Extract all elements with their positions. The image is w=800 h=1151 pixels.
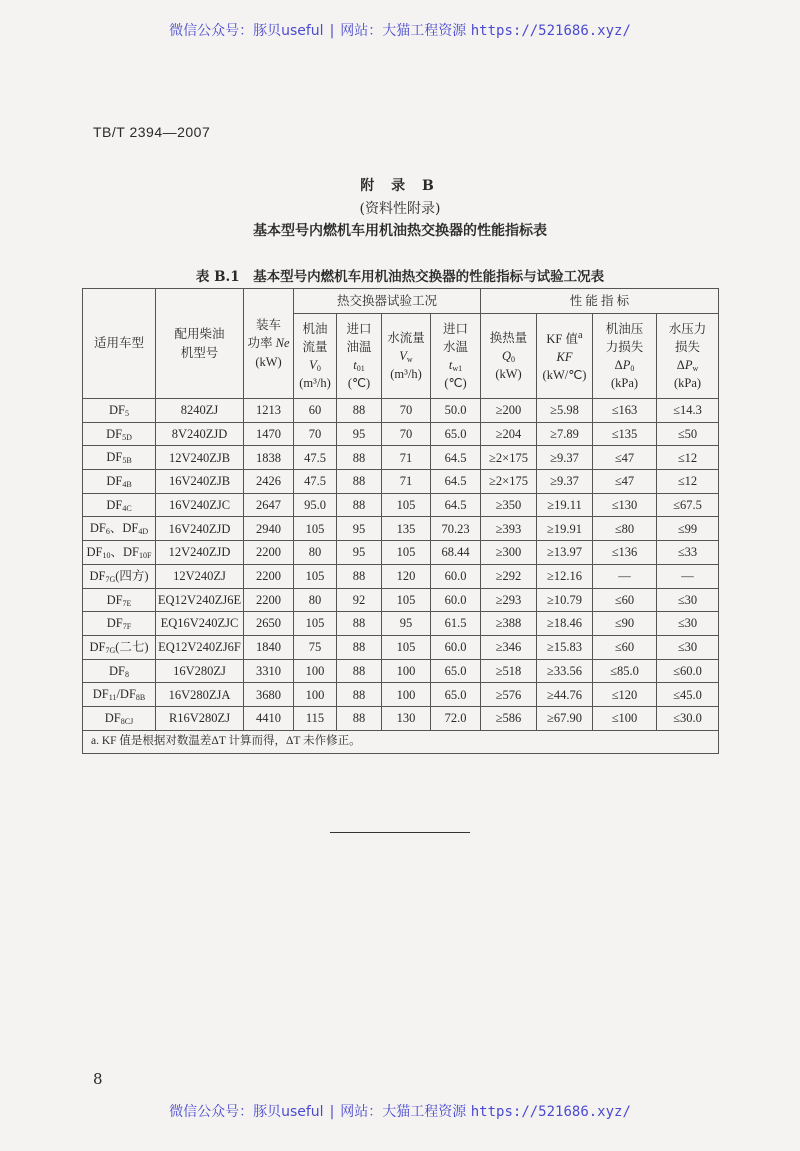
value-cell: ≤60 — [593, 588, 657, 612]
performance-table — [82, 288, 719, 754]
value-cell: ≥388 — [481, 612, 537, 636]
value-cell: 95 — [337, 541, 382, 565]
value-cell: 88 — [337, 635, 382, 659]
value-cell: ≥44.76 — [537, 683, 593, 707]
header-cell: 水压力 损失 $\Delta P_w$ (kPa) — [657, 314, 719, 399]
value-cell: 88 — [337, 446, 382, 470]
table-row — [83, 517, 719, 541]
value-cell: ≥300 — [481, 541, 537, 565]
header-cell: 机油压 力损失 $\Delta P_0$ (kPa) — [593, 314, 657, 399]
watermark-url: https://521686.xyz/ — [470, 1104, 631, 1120]
header-cell: 适用车型 — [83, 289, 156, 399]
value-cell: 88 — [337, 659, 382, 683]
value-cell: 80 — [294, 588, 337, 612]
value-cell: 130 — [382, 706, 431, 730]
watermark-top — [0, 20, 800, 40]
value-cell: ≥586 — [481, 706, 537, 730]
value-cell: 1470 — [244, 422, 294, 446]
engine-model-cell: 16V280ZJ — [156, 659, 244, 683]
standard-number: TB/T 2394—2007 — [93, 124, 211, 140]
watermark-separator: | — [329, 23, 335, 39]
value-cell: 50.0 — [431, 399, 481, 423]
group-header-test: 热交换器试验工况 — [294, 289, 481, 314]
table-row — [83, 446, 719, 470]
value-cell: ≥2×175 — [481, 470, 537, 494]
value-cell: 71 — [382, 470, 431, 494]
value-cell: ≤90 — [593, 612, 657, 636]
table-row — [83, 706, 719, 730]
value-cell: 64.5 — [431, 470, 481, 494]
locomotive-type-cell: $DF_{11}/DF_{8B}$ — [83, 683, 156, 707]
table-row — [83, 612, 719, 636]
value-cell: 71 — [382, 446, 431, 470]
value-cell: 70 — [382, 399, 431, 423]
value-cell: ≥18.46 — [537, 612, 593, 636]
value-cell: 105 — [382, 541, 431, 565]
value-cell: 1213 — [244, 399, 294, 423]
value-cell: 70 — [382, 422, 431, 446]
value-cell: 88 — [337, 470, 382, 494]
header-cell: KF 值$^a$ KF (kW/℃) — [537, 314, 593, 399]
locomotive-type-cell: $DF_{7E}$ — [83, 588, 156, 612]
value-cell: ≥7.89 — [537, 422, 593, 446]
appendix-type: (资料性附录) — [359, 201, 441, 217]
engine-model-cell: R16V280ZJ — [156, 706, 244, 730]
value-cell: 1840 — [244, 635, 294, 659]
engine-model-cell: 12V240ZJB — [156, 446, 244, 470]
value-cell: ≤47 — [593, 446, 657, 470]
value-cell: 3310 — [244, 659, 294, 683]
value-cell: 68.44 — [431, 541, 481, 565]
value-cell: ≤47 — [593, 470, 657, 494]
value-cell: ≤50 — [657, 422, 719, 446]
engine-model-cell: EQ12V240ZJ6E — [156, 588, 244, 612]
value-cell: 47.5 — [294, 446, 337, 470]
value-cell: 2647 — [244, 493, 294, 517]
value-cell: — — [593, 564, 657, 588]
value-cell: 100 — [294, 683, 337, 707]
value-cell: 4410 — [244, 706, 294, 730]
group-header-performance: 性 能 指 标 — [481, 289, 719, 314]
value-cell: ≥33.56 — [537, 659, 593, 683]
table-caption: 表 B.1 基本型号内燃机车用机油热交换器的性能指标与试验工况表 — [195, 269, 605, 285]
value-cell: 95 — [382, 612, 431, 636]
engine-model-cell: 16V280ZJA — [156, 683, 244, 707]
value-cell: 75 — [294, 635, 337, 659]
value-cell: 92 — [337, 588, 382, 612]
table-row — [83, 659, 719, 683]
header-cell: 装车 功率 Ne (kW) — [244, 289, 294, 399]
watermark-left: 微信公众号：豚贝useful — [169, 1104, 324, 1120]
value-cell: ≤12 — [657, 446, 719, 470]
locomotive-type-cell: $DF_{7G}$(四方) — [83, 564, 156, 588]
value-cell: ≤14.3 — [657, 399, 719, 423]
table-row — [83, 470, 719, 494]
watermark-url: https://521686.xyz/ — [470, 23, 631, 39]
value-cell: ≤12 — [657, 470, 719, 494]
table-row — [83, 422, 719, 446]
header-cell: 换热量 $Q_0$ (kW) — [481, 314, 537, 399]
value-cell: 95 — [337, 422, 382, 446]
value-cell: ≥292 — [481, 564, 537, 588]
locomotive-type-cell: $DF_{7G}$(二七) — [83, 635, 156, 659]
value-cell: ≥19.91 — [537, 517, 593, 541]
value-cell: 115 — [294, 706, 337, 730]
watermark-bottom — [0, 1101, 800, 1121]
value-cell: 88 — [337, 683, 382, 707]
value-cell: — — [657, 564, 719, 588]
locomotive-type-cell: $DF_{8CJ}$ — [83, 706, 156, 730]
table-row — [83, 588, 719, 612]
locomotive-type-cell: $DF_{10}$、$DF_{10F}$ — [83, 541, 156, 565]
value-cell: 65.0 — [431, 659, 481, 683]
value-cell: ≤85.0 — [593, 659, 657, 683]
value-cell: 95.0 — [294, 493, 337, 517]
value-cell: ≥12.16 — [537, 564, 593, 588]
locomotive-type-cell: $DF_{5B}$ — [83, 446, 156, 470]
value-cell: 105 — [382, 635, 431, 659]
value-cell: 105 — [294, 564, 337, 588]
value-cell: ≥293 — [481, 588, 537, 612]
locomotive-type-cell: $DF_6$、$DF_{4D}$ — [83, 517, 156, 541]
end-rule — [330, 832, 470, 833]
value-cell: ≥2×175 — [481, 446, 537, 470]
value-cell: 47.5 — [294, 470, 337, 494]
locomotive-type-cell: $DF_{4C}$ — [83, 493, 156, 517]
value-cell: 100 — [294, 659, 337, 683]
table-row — [83, 493, 719, 517]
value-cell: 2200 — [244, 564, 294, 588]
value-cell: 88 — [337, 564, 382, 588]
value-cell: 88 — [337, 612, 382, 636]
value-cell: ≤67.5 — [657, 493, 719, 517]
value-cell: ≥13.97 — [537, 541, 593, 565]
value-cell: 105 — [382, 493, 431, 517]
value-cell: ≤120 — [593, 683, 657, 707]
header-cell: 水流量 $V_w$ (m³/h) — [382, 314, 431, 399]
value-cell: 2650 — [244, 612, 294, 636]
value-cell: ≤45.0 — [657, 683, 719, 707]
table-row — [83, 564, 719, 588]
header-cell: 进口 油温 $t_{01}$ (℃) — [337, 314, 382, 399]
engine-model-cell: 16V240ZJC — [156, 493, 244, 517]
value-cell: 95 — [337, 517, 382, 541]
engine-model-cell: EQ16V240ZJC — [156, 612, 244, 636]
value-cell: ≤60.0 — [657, 659, 719, 683]
value-cell: ≥350 — [481, 493, 537, 517]
value-cell: 70.23 — [431, 517, 481, 541]
value-cell: 72.0 — [431, 706, 481, 730]
header-cell: 进口 水温 $t_{w1}$ (℃) — [431, 314, 481, 399]
locomotive-type-cell: $DF_{4B}$ — [83, 470, 156, 494]
value-cell: ≥10.79 — [537, 588, 593, 612]
value-cell: ≤130 — [593, 493, 657, 517]
value-cell: 64.5 — [431, 446, 481, 470]
value-cell: ≤30.0 — [657, 706, 719, 730]
value-cell: 100 — [382, 659, 431, 683]
value-cell: ≤100 — [593, 706, 657, 730]
locomotive-type-cell: $DF_{7F}$ — [83, 612, 156, 636]
value-cell: 120 — [382, 564, 431, 588]
value-cell: 88 — [337, 399, 382, 423]
value-cell: 105 — [294, 517, 337, 541]
header-cell: 机油 流量 $V_0$ (m³/h) — [294, 314, 337, 399]
header-cell: 配用柴油 机型号 — [156, 289, 244, 399]
value-cell: ≥9.37 — [537, 446, 593, 470]
value-cell: 135 — [382, 517, 431, 541]
value-cell: ≥518 — [481, 659, 537, 683]
appendix-title: 基本型号内燃机车用机油热交换器的性能指标表 — [253, 223, 547, 239]
value-cell: 60.0 — [431, 588, 481, 612]
value-cell: 60.0 — [431, 564, 481, 588]
appendix-label: 附 录 B — [360, 178, 440, 194]
watermark-site: 网站：大猫工程资源 — [340, 23, 467, 39]
value-cell: ≥204 — [481, 422, 537, 446]
value-cell: ≥393 — [481, 517, 537, 541]
value-cell: ≤163 — [593, 399, 657, 423]
value-cell: ≤30 — [657, 635, 719, 659]
value-cell: 70 — [294, 422, 337, 446]
watermark-left: 微信公众号：豚贝useful — [169, 23, 324, 39]
value-cell: 65.0 — [431, 683, 481, 707]
value-cell: ≥200 — [481, 399, 537, 423]
table-footnote: a. KF 值是根据对数温差ΔT 计算而得，ΔT 未作修正。 — [83, 730, 719, 753]
value-cell: 88 — [337, 493, 382, 517]
value-cell: 105 — [294, 612, 337, 636]
value-cell: 60 — [294, 399, 337, 423]
engine-model-cell: 16V240ZJB — [156, 470, 244, 494]
table-row — [83, 683, 719, 707]
value-cell: 64.5 — [431, 493, 481, 517]
value-cell: 100 — [382, 683, 431, 707]
value-cell: 2940 — [244, 517, 294, 541]
value-cell: ≥19.11 — [537, 493, 593, 517]
value-cell: ≤30 — [657, 612, 719, 636]
value-cell: ≤136 — [593, 541, 657, 565]
locomotive-type-cell: $DF_{5D}$ — [83, 422, 156, 446]
engine-model-cell: 12V240ZJD — [156, 541, 244, 565]
watermark-separator: | — [329, 1104, 335, 1120]
value-cell: ≤99 — [657, 517, 719, 541]
value-cell: ≤80 — [593, 517, 657, 541]
value-cell: 105 — [382, 588, 431, 612]
value-cell: ≤60 — [593, 635, 657, 659]
value-cell: 2426 — [244, 470, 294, 494]
value-cell: 2200 — [244, 541, 294, 565]
value-cell: 80 — [294, 541, 337, 565]
value-cell: ≥346 — [481, 635, 537, 659]
value-cell: ≤33 — [657, 541, 719, 565]
value-cell: 61.5 — [431, 612, 481, 636]
value-cell: ≥15.83 — [537, 635, 593, 659]
locomotive-type-cell: $DF_5$ — [83, 399, 156, 423]
engine-model-cell: 8240ZJ — [156, 399, 244, 423]
value-cell: 65.0 — [431, 422, 481, 446]
table-row — [83, 541, 719, 565]
value-cell: ≥67.90 — [537, 706, 593, 730]
engine-model-cell: EQ12V240ZJ6F — [156, 635, 244, 659]
value-cell: ≤135 — [593, 422, 657, 446]
value-cell: 3680 — [244, 683, 294, 707]
table-row — [83, 635, 719, 659]
value-cell: 1838 — [244, 446, 294, 470]
value-cell: 60.0 — [431, 635, 481, 659]
engine-model-cell: 8V240ZJD — [156, 422, 244, 446]
engine-model-cell: 12V240ZJ — [156, 564, 244, 588]
value-cell: 2200 — [244, 588, 294, 612]
page-number: 8 — [93, 1070, 103, 1088]
table-row — [83, 399, 719, 423]
value-cell: ≥9.37 — [537, 470, 593, 494]
value-cell: ≥5.98 — [537, 399, 593, 423]
value-cell: 88 — [337, 706, 382, 730]
value-cell: ≥576 — [481, 683, 537, 707]
engine-model-cell: 16V240ZJD — [156, 517, 244, 541]
value-cell: ≤30 — [657, 588, 719, 612]
locomotive-type-cell: $DF_8$ — [83, 659, 156, 683]
watermark-site: 网站：大猫工程资源 — [340, 1104, 467, 1120]
